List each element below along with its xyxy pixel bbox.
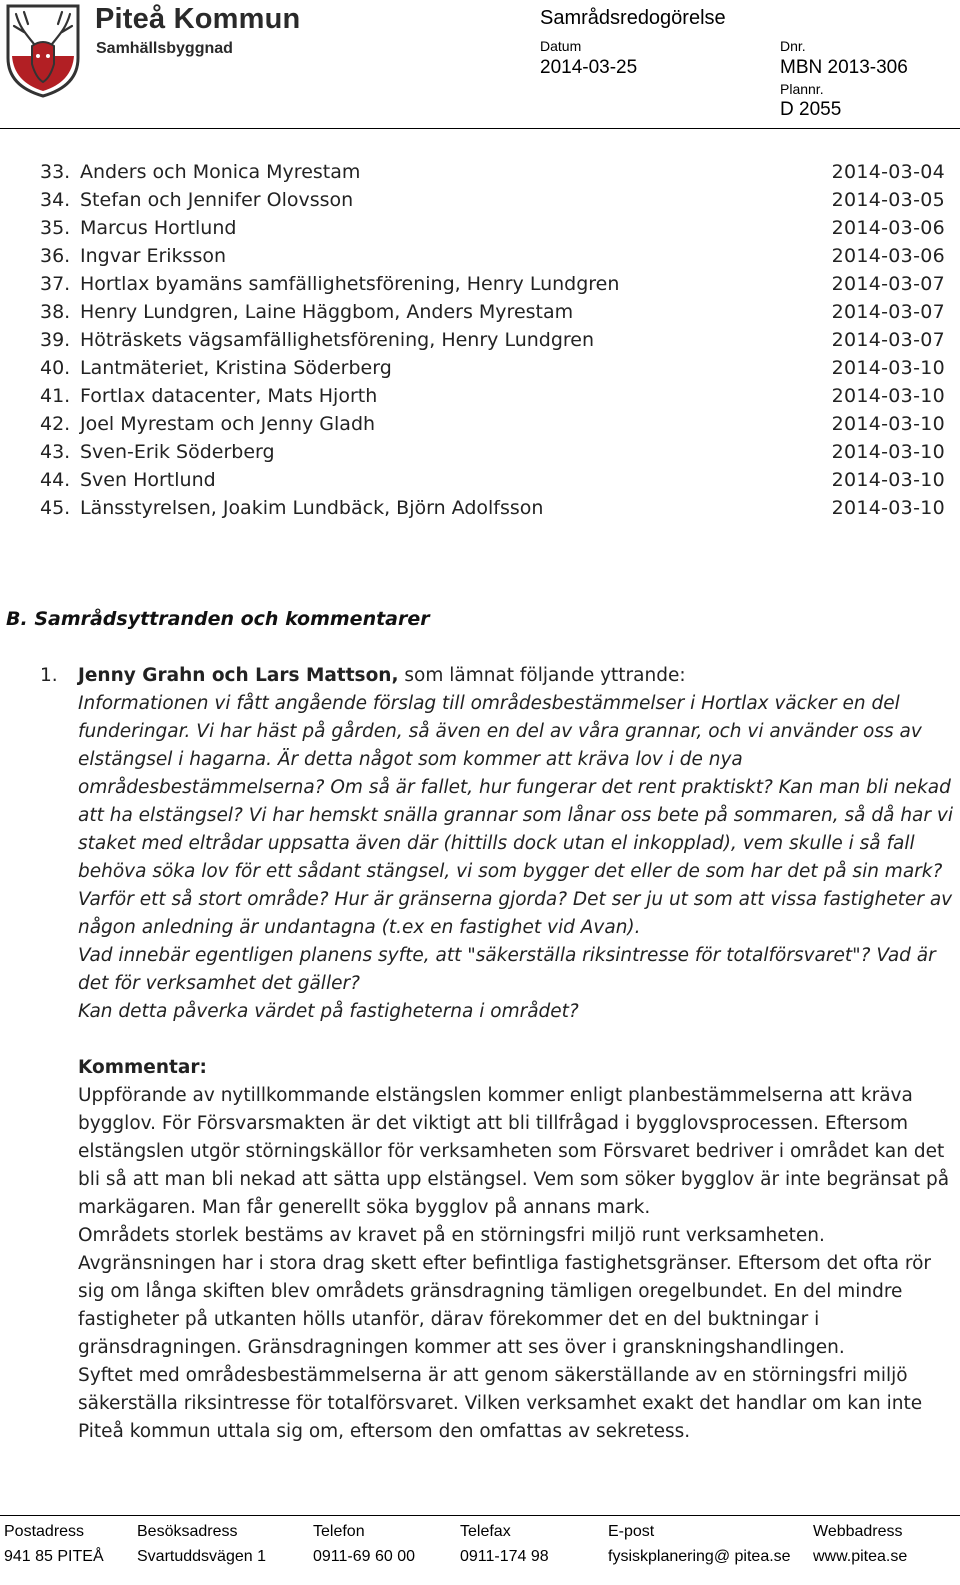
datum-value: 2014-03-25 (540, 57, 638, 78)
besoksadress-label: Besöksadress (137, 1523, 238, 1540)
list-item-number: 45. (40, 497, 71, 519)
list-item (40, 270, 945, 298)
dnr-label: Dnr. (780, 38, 806, 54)
list-item-date: 2014-03-05 (831, 189, 945, 211)
list-item-number: 36. (40, 245, 71, 267)
list-item (40, 186, 945, 214)
list-item-date: 2014-03-10 (831, 469, 945, 491)
statement-paragraph: Informationen vi fått angående förslag till områdesbestämmelser i Hortlax väcker en del funderingar. Vi har häst på gården, så även en del av våra grannar, och vi använder oss av elstängsel i hagarna. Är detta något som kommer att kräva lov i de nya områdesbestämmelserna? Om så är fallet, hur fungerar det rent praktiskt? Kan man bli nekad att ha elstängsel? Vi har hemskt snälla grannar som lånar oss bete på sommaren, så då har vi staket med eltrådar uppsatta även där (hittills dock utan el inkopplad), vem skulle i så fall behöva söka lov för ett sådant stängsel, vi som bygger det eller de som har det på sin mark? Varför ett så stort område? Hur är gränserna gjorda? Det ser ju ut som att vissa fastigheter av någon anledning är undantagna (t.ex en fastighet vid Avan). (78, 693, 953, 938)
list-item-name: Höträskets vägsamfällighetsförening, Henry Lundgren (80, 329, 595, 351)
list-item-name: Sven-Erik Söderberg (80, 441, 275, 463)
comment-paragraph: Syftet med områdesbestämmelserna är att genom säkerställande av en störningsfri miljö säkerställa riksintresse för totalförsvaret. Vilken verksamhet exakt det handlar om kan inte Piteå kommun uttala sig om, eftersom den omfattas av sekretess. (78, 1365, 923, 1442)
telefon-label: Telefon (313, 1523, 365, 1540)
list-item-date: 2014-03-07 (831, 329, 945, 351)
respondent-list (40, 158, 945, 522)
list-item-name: Marcus Hortlund (80, 217, 237, 239)
list-item-name: Ingvar Eriksson (80, 245, 227, 267)
list-item-number: 44. (40, 469, 71, 491)
footer-divider (0, 1515, 960, 1516)
list-item-number: 33. (40, 161, 71, 183)
item-number: 1. (40, 665, 58, 686)
list-item-date: 2014-03-07 (831, 273, 945, 295)
consultation-item (40, 662, 955, 1446)
statement-paragraph: Vad innebär egentligen planens syfte, att "säkerställa riksintresse för totalförsvaret"? Vad är det för verksamhet det gäller? (78, 945, 936, 994)
telefax-label: Telefax (460, 1523, 511, 1540)
header-divider (0, 128, 960, 129)
list-item-name: Sven Hortlund (80, 469, 216, 491)
list-item-date: 2014-03-06 (831, 217, 945, 239)
list-item (40, 242, 945, 270)
list-item-number: 35. (40, 217, 71, 239)
footer-postadress (4, 1522, 104, 1572)
organization-name: Piteå Kommun (95, 3, 301, 35)
statement-paragraph: Kan detta påverka värdet på fastigheterna i området? (78, 1001, 579, 1022)
plannr-label: Plannr. (780, 81, 824, 97)
list-item (40, 438, 945, 466)
list-item-name: Joel Myrestam och Jenny Gladh (80, 413, 376, 435)
list-item (40, 494, 945, 522)
organization-department: Samhällsbyggnad (96, 40, 233, 57)
list-item (40, 410, 945, 438)
list-item-name: Stefan och Jennifer Olovsson (80, 189, 354, 211)
list-item (40, 354, 945, 382)
comment-paragraph: Områdets storlek bestäms av kravet på en störningsfri miljö runt verksamheten. (78, 1225, 825, 1246)
list-item-date: 2014-03-06 (831, 245, 945, 267)
footer-webbadress (813, 1522, 907, 1572)
list-item-date: 2014-03-07 (831, 301, 945, 323)
datum-label: Datum (540, 38, 582, 54)
list-item-number: 43. (40, 441, 71, 463)
list-item (40, 466, 945, 494)
list-item-number: 37. (40, 273, 71, 295)
list-item-date: 2014-03-10 (831, 441, 945, 463)
postadress-label: Postadress (4, 1523, 85, 1540)
item-intro (78, 662, 955, 690)
webbadress-value[interactable]: www.pitea.se (813, 1548, 908, 1565)
webbadress-label: Webbadress (813, 1523, 903, 1540)
list-item-number: 39. (40, 329, 71, 351)
item-body (78, 662, 955, 1446)
list-item (40, 158, 945, 186)
comment-paragraph: Avgränsningen har i stora drag skett efter befintliga fastighetsgränser. Eftersom det ofta rör sig om långa skiften blev områdets gränsdragning tämligen oregelbundet. En del mindre fastigheter på utkanten hölls utanför, därav förekommer det en del buktningar i gränsdragningen. Gränsdragningen kommer att ses över i granskningshandlingen. (78, 1253, 932, 1358)
pitea-coat-of-arms-logo (4, 2, 82, 98)
document-header (0, 0, 960, 132)
intro-text: som lämnat följande yttrande: (398, 665, 686, 686)
list-item (40, 298, 945, 326)
epost-value[interactable]: fysiskplanering@ pitea.se (608, 1548, 791, 1565)
footer-besoksadress (137, 1522, 266, 1572)
document-type: Samrådsredogörelse (540, 7, 726, 29)
list-item-number: 42. (40, 413, 71, 435)
list-item-name: Henry Lundgren, Laine Häggbom, Anders Myrestam (80, 301, 574, 323)
list-item-name: Anders och Monica Myrestam (80, 161, 361, 183)
list-item-date: 2014-03-10 (831, 497, 945, 519)
list-item-date: 2014-03-04 (831, 161, 945, 183)
respondent-statement (78, 690, 955, 1026)
footer-epost (608, 1522, 791, 1572)
list-item-date: 2014-03-10 (831, 413, 945, 435)
list-item (40, 382, 945, 410)
list-item (40, 214, 945, 242)
plannr-value: D 2055 (780, 99, 842, 120)
footer-telefon (313, 1522, 415, 1572)
list-item-number: 40. (40, 357, 71, 379)
comment-paragraph: Uppförande av nytillkommande elstängslen kommer enligt planbestämmelserna att kräva bygglov. För Försvarsmakten är det viktigt att bli tillfrågad i bygglovsprocessen. Eftersom elstängslen utgör störningskällor för verksamheten som Försvaret bedriver i området kan det bli så att man bli nekad att sätta upp elstängsel. Vem som söker bygglov är inte begränsat på markägaren. Man får generellt söka bygglov på annans mark. (78, 1085, 950, 1218)
postadress-value: 941 85 PITEÅ (4, 1548, 104, 1565)
list-item-date: 2014-03-10 (831, 385, 945, 407)
dnr-value: MBN 2013-306 (780, 57, 908, 78)
list-item-date: 2014-03-10 (831, 357, 945, 379)
list-item-number: 34. (40, 189, 71, 211)
list-item-number: 38. (40, 301, 71, 323)
epost-label: E-post (608, 1523, 655, 1540)
comment-body (78, 1082, 955, 1446)
list-item-name: Fortlax datacenter, Mats Hjorth (80, 385, 378, 407)
list-item-name: Lantmäteriet, Kristina Söderberg (80, 357, 392, 379)
list-item (40, 326, 945, 354)
respondent-names: Jenny Grahn och Lars Mattson, (78, 665, 399, 686)
list-item-name: Hortlax byamäns samfällighetsförening, Henry Lundgren (80, 273, 620, 295)
telefon-value: 0911-69 60 00 (313, 1548, 416, 1565)
besoksadress-value: Svartuddsvägen 1 (137, 1548, 266, 1565)
list-item-number: 41. (40, 385, 71, 407)
list-item-name: Länsstyrelsen, Joakim Lundbäck, Björn Adolfsson (80, 497, 544, 519)
section-heading: B. Samrådsyttranden och kommentarer (6, 608, 430, 630)
telefax-value: 0911-174 98 (460, 1548, 549, 1565)
footer-telefax (460, 1522, 549, 1572)
comment-label: Kommentar: (78, 1057, 207, 1078)
